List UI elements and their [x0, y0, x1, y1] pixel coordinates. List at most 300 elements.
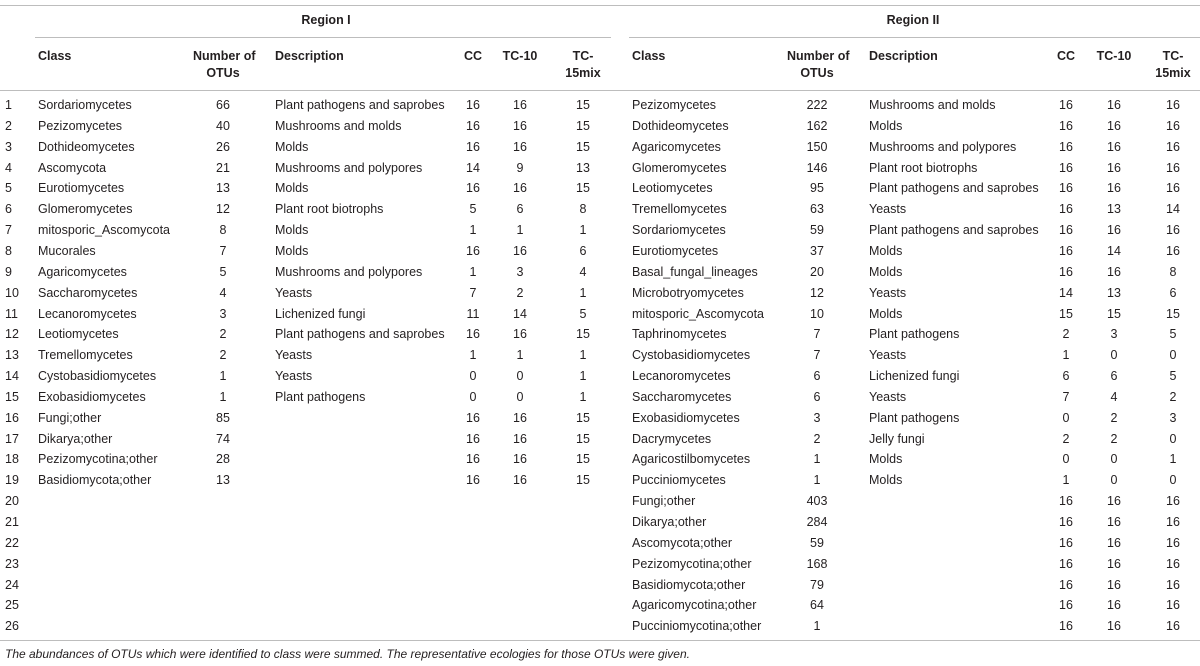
- region1-cell-tc15: 15: [576, 119, 590, 133]
- top-rule: [0, 5, 1200, 6]
- region2-cell-class: Sordariomycetes: [632, 223, 726, 237]
- region2-cell-description: Plant root biotrophs: [869, 161, 978, 175]
- region2-cell-cc: 0: [1062, 411, 1070, 425]
- region1-cell-otus: 2: [219, 327, 227, 341]
- region1-cell-tc15: 1: [579, 369, 587, 383]
- region1-cell-cc: 1: [469, 348, 477, 362]
- region2-cell-description: Mushrooms and molds: [869, 98, 996, 112]
- region1-cell-tc15: 15: [576, 452, 590, 466]
- region2-cell-tc10: 6: [1110, 369, 1118, 383]
- region2-cell-tc10: 14: [1107, 244, 1121, 258]
- region2-cell-cc: 16: [1059, 244, 1073, 258]
- region2-cell-tc15: 16: [1166, 578, 1180, 592]
- region1-cell-tc10: 16: [513, 327, 527, 341]
- region2-cell-description: Plant pathogens: [869, 411, 960, 425]
- region1-cell-tc10: 16: [513, 473, 527, 487]
- row-number: 5: [5, 181, 12, 195]
- region2-cell-cc: 15: [1059, 307, 1073, 321]
- region1-cell-description: Plant root biotrophs: [275, 202, 384, 216]
- region1-cell-tc15: 1: [579, 223, 587, 237]
- region2-cell-tc15: 6: [1169, 286, 1177, 300]
- region2-cell-description: Yeasts: [869, 348, 907, 362]
- region2-cell-class: Dacrymycetes: [632, 432, 712, 446]
- region2-cell-description: Yeasts: [869, 390, 907, 404]
- row-number: 6: [5, 202, 12, 216]
- region2-cell-tc15: 1: [1169, 452, 1177, 466]
- region1-cell-tc10: 0: [516, 390, 524, 404]
- region1-cell-tc15: 15: [576, 432, 590, 446]
- region1-cell-tc15: 6: [579, 244, 587, 258]
- region2-cell-tc10: 16: [1107, 181, 1121, 195]
- region1-cell-class: Pezizomycotina;other: [38, 452, 158, 466]
- region1-cell-description: Plant pathogens and saprobes: [275, 327, 445, 341]
- region2-cell-otus: 95: [810, 181, 824, 195]
- region1-cell-cc: 16: [466, 244, 480, 258]
- region2-cell-otus: 7: [813, 327, 821, 341]
- region2-cell-class: Agaricomycetes: [632, 140, 721, 154]
- region1-cell-otus: 74: [216, 432, 230, 446]
- region2-cell-tc15: 14: [1166, 202, 1180, 216]
- region1-cell-tc10: 16: [513, 432, 527, 446]
- row-number: 18: [5, 452, 19, 466]
- region2-cell-tc15: 15: [1166, 307, 1180, 321]
- region1-cell-class: Exobasidiomycetes: [38, 390, 146, 404]
- region2-cell-otus: 403: [806, 494, 828, 508]
- region2-cell-description: Jelly fungi: [869, 432, 925, 446]
- row-number: 11: [5, 307, 18, 321]
- row-number: 14: [5, 369, 19, 383]
- region2-cell-class: Glomeromycetes: [632, 161, 727, 175]
- region2-header-otus: Number of: [787, 49, 850, 63]
- region1-cell-tc15: 15: [576, 327, 590, 341]
- region1-header-otus: Number of: [193, 49, 256, 63]
- region2-cell-tc10: 16: [1107, 578, 1121, 592]
- region1-cell-cc: 16: [466, 432, 480, 446]
- region2-cell-description: Molds: [869, 473, 903, 487]
- region2-cell-cc: 16: [1059, 140, 1073, 154]
- region2-cell-cc: 16: [1059, 619, 1073, 633]
- region1-cell-cc: 16: [466, 140, 480, 154]
- row-number: 19: [5, 473, 19, 487]
- region2-cell-description: Yeasts: [869, 202, 907, 216]
- region2-cell-description: Lichenized fungi: [869, 369, 960, 383]
- region2-cell-otus: 146: [806, 161, 828, 175]
- region2-cell-tc15: 16: [1166, 161, 1180, 175]
- region2-cell-otus: 162: [806, 119, 828, 133]
- region2-cell-class: Pucciniomycotina;other: [632, 619, 762, 633]
- region2-cell-class: Fungi;other: [632, 494, 696, 508]
- row-number: 16: [5, 411, 19, 425]
- region2-cell-otus: 59: [810, 223, 824, 237]
- region1-cell-cc: 7: [469, 286, 477, 300]
- region2-cell-cc: 6: [1062, 369, 1070, 383]
- region1-cell-tc15: 1: [579, 348, 587, 362]
- region2-cell-tc10: 0: [1110, 473, 1118, 487]
- region1-cell-description: Molds: [275, 140, 309, 154]
- region1-cell-cc: 0: [469, 390, 477, 404]
- region1-cell-description: Plant pathogens: [275, 390, 366, 404]
- region1-cell-description: Yeasts: [275, 286, 313, 300]
- region2-cell-description: Plant pathogens: [869, 327, 960, 341]
- region2-cell-otus: 1: [813, 452, 821, 466]
- region2-cell-cc: 16: [1059, 223, 1073, 237]
- region1-cell-cc: 11: [466, 307, 480, 321]
- region1-cell-cc: 5: [469, 202, 477, 216]
- region2-cell-tc10: 15: [1107, 307, 1121, 321]
- region1-cell-cc: 16: [466, 411, 480, 425]
- region1-cell-tc15: 1: [579, 286, 587, 300]
- region1-cell-tc10: 3: [516, 265, 524, 279]
- region2-cell-cc: 2: [1062, 327, 1070, 341]
- region2-cell-cc: 16: [1059, 578, 1073, 592]
- region1-cell-tc15: 4: [579, 265, 587, 279]
- region1-cell-otus: 66: [216, 98, 230, 112]
- region2-cell-otus: 222: [806, 98, 828, 112]
- region2-cell-class: Tremellomycetes: [632, 202, 727, 216]
- region1-cell-otus: 21: [216, 161, 230, 175]
- region2-cell-otus: 37: [810, 244, 824, 258]
- region2-cell-tc10: 16: [1107, 557, 1121, 571]
- region1-cell-description: Lichenized fungi: [275, 307, 366, 321]
- region2-cell-otus: 168: [806, 557, 828, 571]
- region1-cell-class: Dikarya;other: [38, 432, 113, 446]
- region1-rule: [35, 37, 611, 38]
- region2-header-tc15-line2: 15mix: [1155, 66, 1191, 80]
- region1-header-tc15-line2: 15mix: [565, 66, 601, 80]
- region2-cell-tc10: 2: [1110, 411, 1118, 425]
- region2-cell-otus: 63: [810, 202, 824, 216]
- region1-cell-tc10: 1: [516, 348, 524, 362]
- region2-cell-tc10: 16: [1107, 494, 1121, 508]
- region1-cell-otus: 2: [219, 348, 227, 362]
- region1-cell-description: Plant pathogens and saprobes: [275, 98, 445, 112]
- region1-title: Region I: [301, 13, 351, 27]
- region2-cell-tc15: 16: [1166, 223, 1180, 237]
- region1-cell-class: Glomeromycetes: [38, 202, 133, 216]
- region1-cell-description: Molds: [275, 181, 309, 195]
- region1-cell-otus: 3: [219, 307, 227, 321]
- region2-cell-class: Dothideomycetes: [632, 119, 729, 133]
- region2-cell-cc: 1: [1062, 473, 1070, 487]
- region2-header-class: Class: [632, 49, 666, 63]
- region2-cell-class: mitosporic_Ascomycota: [632, 307, 764, 321]
- region1-cell-otus: 1: [219, 369, 227, 383]
- region2-cell-description: Molds: [869, 244, 903, 258]
- region2-cell-class: Pezizomycotina;other: [632, 557, 752, 571]
- region2-cell-tc10: 2: [1110, 432, 1118, 446]
- region2-cell-description: Molds: [869, 265, 903, 279]
- region2-cell-tc10: 16: [1107, 265, 1121, 279]
- region1-cell-otus: 13: [216, 181, 230, 195]
- region2-cell-tc15: 0: [1169, 432, 1177, 446]
- region2-cell-class: Taphrinomycetes: [632, 327, 727, 341]
- region2-cell-class: Exobasidiomycetes: [632, 411, 740, 425]
- region1-cell-otus: 5: [219, 265, 227, 279]
- region2-cell-otus: 79: [810, 578, 824, 592]
- region1-cell-class: Eurotiomycetes: [38, 181, 125, 195]
- region2-cell-tc15: 8: [1169, 265, 1177, 279]
- row-number: 9: [5, 265, 12, 279]
- region2-cell-cc: 16: [1059, 98, 1073, 112]
- region1-cell-otus: 12: [216, 202, 230, 216]
- region2-cell-tc15: 16: [1166, 244, 1180, 258]
- region2-header-tc10: TC-10: [1096, 49, 1132, 63]
- region2-cell-otus: 59: [810, 536, 824, 550]
- region1-cell-tc10: 16: [513, 411, 527, 425]
- region2-cell-tc15: 16: [1166, 98, 1180, 112]
- region2-cell-class: Pezizomycetes: [632, 98, 717, 112]
- region1-cell-otus: 28: [216, 452, 230, 466]
- region2-cell-otus: 6: [813, 390, 821, 404]
- region1-cell-cc: 1: [469, 265, 477, 279]
- region2-cell-class: Leotiomycetes: [632, 181, 713, 195]
- region2-cell-cc: 2: [1062, 432, 1070, 446]
- region2-cell-class: Ascomycota;other: [632, 536, 733, 550]
- region2-cell-description: Molds: [869, 452, 903, 466]
- region2-cell-tc15: 16: [1166, 515, 1180, 529]
- region2-cell-otus: 20: [810, 265, 824, 279]
- region2-cell-tc10: 16: [1107, 161, 1121, 175]
- region1-cell-tc15: 15: [576, 473, 590, 487]
- row-number: 20: [5, 494, 19, 508]
- region1-cell-otus: 40: [216, 119, 230, 133]
- region2-cell-otus: 2: [813, 432, 821, 446]
- region2-cell-tc15: 16: [1166, 140, 1180, 154]
- region1-cell-tc10: 0: [516, 369, 524, 383]
- region2-cell-tc10: 16: [1107, 536, 1121, 550]
- region1-cell-cc: 16: [466, 98, 480, 112]
- region2-cell-tc15: 0: [1169, 473, 1177, 487]
- region1-cell-otus: 1: [219, 390, 227, 404]
- region2-cell-cc: 16: [1059, 536, 1073, 550]
- region2-cell-tc15: 16: [1166, 181, 1180, 195]
- region1-cell-class: Sordariomycetes: [38, 98, 132, 112]
- region2-cell-tc10: 16: [1107, 619, 1121, 633]
- region1-cell-otus: 13: [216, 473, 230, 487]
- region1-cell-class: Basidiomycota;other: [38, 473, 152, 487]
- region1-cell-tc10: 16: [513, 140, 527, 154]
- region1-cell-description: Mushrooms and polypores: [275, 265, 423, 279]
- region2-cell-tc10: 16: [1107, 140, 1121, 154]
- region1-cell-tc15: 5: [579, 307, 587, 321]
- region2-cell-otus: 10: [810, 307, 824, 321]
- region1-cell-cc: 16: [466, 181, 480, 195]
- region2-cell-tc10: 4: [1110, 390, 1118, 404]
- region2-cell-tc15: 5: [1169, 327, 1177, 341]
- region2-cell-class: Basidiomycota;other: [632, 578, 746, 592]
- region1-cell-description: Molds: [275, 244, 309, 258]
- region1-cell-cc: 1: [469, 223, 477, 237]
- region2-cell-otus: 3: [813, 411, 821, 425]
- region1-cell-description: Molds: [275, 223, 309, 237]
- region2-cell-description: Plant pathogens and saprobes: [869, 223, 1039, 237]
- region1-cell-class: Ascomycota: [38, 161, 107, 175]
- region2-cell-tc10: 13: [1107, 286, 1121, 300]
- region2-cell-tc15: 16: [1166, 619, 1180, 633]
- region2-cell-cc: 16: [1059, 161, 1073, 175]
- region1-cell-tc10: 16: [513, 452, 527, 466]
- region2-cell-class: Agaricomycotina;other: [632, 598, 757, 612]
- region1-cell-class: Dothideomycetes: [38, 140, 135, 154]
- region2-cell-tc15: 16: [1166, 119, 1180, 133]
- region1-cell-tc10: 16: [513, 98, 527, 112]
- header-rule: [0, 90, 1200, 91]
- region2-cell-cc: 16: [1059, 494, 1073, 508]
- region1-header-tc10: TC-10: [502, 49, 538, 63]
- region1-cell-cc: 16: [466, 452, 480, 466]
- region2-cell-otus: 64: [810, 598, 824, 612]
- region1-header-tc15: TC-: [572, 49, 594, 63]
- region2-header-otus-line2: OTUs: [800, 66, 834, 80]
- bottom-rule: [0, 640, 1200, 641]
- row-number: 1: [5, 98, 12, 112]
- region1-cell-class: Fungi;other: [38, 411, 102, 425]
- region1-cell-tc15: 15: [576, 140, 590, 154]
- region2-cell-tc10: 3: [1110, 327, 1118, 341]
- region1-header-class: Class: [38, 49, 72, 63]
- region1-cell-class: mitosporic_Ascomycota: [38, 223, 170, 237]
- region1-cell-class: Lecanoromycetes: [38, 307, 137, 321]
- region2-cell-cc: 16: [1059, 557, 1073, 571]
- region1-cell-tc10: 16: [513, 244, 527, 258]
- region1-cell-cc: 16: [466, 119, 480, 133]
- region2-cell-tc15: 16: [1166, 536, 1180, 550]
- row-number: 15: [5, 390, 19, 404]
- region2-cell-description: Mushrooms and polypores: [869, 140, 1017, 154]
- region2-cell-class: Microbotryomycetes: [632, 286, 744, 300]
- region1-cell-otus: 26: [216, 140, 230, 154]
- region2-cell-class: Pucciniomycetes: [632, 473, 726, 487]
- region2-cell-class: Cystobasidiomycetes: [632, 348, 751, 362]
- region1-header-otus-line2: OTUs: [206, 66, 240, 80]
- region2-cell-class: Dikarya;other: [632, 515, 707, 529]
- region2-cell-cc: 16: [1059, 515, 1073, 529]
- region1-cell-class: Leotiomycetes: [38, 327, 119, 341]
- region1-cell-tc10: 9: [516, 161, 524, 175]
- row-number: 26: [5, 619, 19, 633]
- region2-cell-tc15: 16: [1166, 494, 1180, 508]
- region1-cell-description: Yeasts: [275, 369, 313, 383]
- region2-cell-description: Molds: [869, 119, 903, 133]
- region1-cell-tc15: 8: [579, 202, 587, 216]
- row-number: 22: [5, 536, 19, 550]
- region1-cell-class: Agaricomycetes: [38, 265, 127, 279]
- region1-cell-description: Yeasts: [275, 348, 313, 362]
- region2-cell-tc15: 2: [1169, 390, 1177, 404]
- region1-cell-cc: 0: [469, 369, 477, 383]
- region1-header-cc: CC: [463, 49, 483, 63]
- table-footnote: The abundances of OTUs which were identified to class were summed. The representative ecologies for those OTUs were given.: [5, 647, 690, 661]
- row-number: 24: [5, 578, 19, 592]
- region2-cell-tc15: 16: [1166, 598, 1180, 612]
- region1-cell-cc: 16: [466, 473, 480, 487]
- region1-cell-tc15: 15: [576, 98, 590, 112]
- region2-cell-tc10: 0: [1110, 348, 1118, 362]
- region1-cell-class: Mucorales: [38, 244, 96, 258]
- region2-cell-tc10: 16: [1107, 598, 1121, 612]
- region2-cell-tc10: 16: [1107, 223, 1121, 237]
- row-number: 21: [5, 515, 19, 529]
- row-number: 17: [5, 432, 19, 446]
- row-number: 2: [5, 119, 12, 133]
- region2-cell-tc15: 0: [1169, 348, 1177, 362]
- region2-cell-class: Saccharomycetes: [632, 390, 732, 404]
- region2-cell-cc: 16: [1059, 598, 1073, 612]
- region1-cell-tc15: 15: [576, 181, 590, 195]
- region1-cell-tc10: 6: [516, 202, 524, 216]
- region2-header-tc15: TC-: [1162, 49, 1184, 63]
- region2-cell-otus: 7: [813, 348, 821, 362]
- region2-cell-tc10: 16: [1107, 515, 1121, 529]
- row-number: 4: [5, 161, 12, 175]
- region2-cell-class: Agaricostilbomycetes: [632, 452, 751, 466]
- region1-cell-description: Mushrooms and molds: [275, 119, 402, 133]
- region2-cell-class: Basal_fungal_lineages: [632, 265, 758, 279]
- region2-header-description: Description: [869, 49, 938, 63]
- region2-cell-tc10: 13: [1107, 202, 1121, 216]
- region2-cell-otus: 1: [813, 473, 821, 487]
- region1-cell-tc10: 1: [516, 223, 524, 237]
- region1-cell-class: Saccharomycetes: [38, 286, 138, 300]
- region1-cell-tc10: 14: [513, 307, 527, 321]
- region2-cell-cc: 1: [1062, 348, 1070, 362]
- region2-cell-tc15: 3: [1169, 411, 1177, 425]
- region2-cell-cc: 16: [1059, 119, 1073, 133]
- region2-cell-tc10: 16: [1107, 98, 1121, 112]
- region1-cell-tc10: 16: [513, 181, 527, 195]
- region1-cell-otus: 8: [219, 223, 227, 237]
- region1-cell-tc15: 13: [576, 161, 590, 175]
- region2-cell-otus: 12: [810, 286, 824, 300]
- region2-cell-tc15: 16: [1166, 557, 1180, 571]
- region1-cell-otus: 4: [219, 286, 227, 300]
- region2-cell-cc: 7: [1062, 390, 1070, 404]
- region1-cell-cc: 14: [466, 161, 480, 175]
- region1-cell-class: Tremellomycetes: [38, 348, 133, 362]
- region2-cell-tc15: 5: [1169, 369, 1177, 383]
- region2-cell-description: Plant pathogens and saprobes: [869, 181, 1039, 195]
- region2-title: Region II: [886, 13, 940, 27]
- region1-cell-cc: 16: [466, 327, 480, 341]
- region1-cell-tc10: 16: [513, 119, 527, 133]
- row-number: 23: [5, 557, 19, 571]
- row-number: 13: [5, 348, 19, 362]
- region1-header-description: Description: [275, 49, 344, 63]
- region2-cell-class: Lecanoromycetes: [632, 369, 731, 383]
- region2-cell-class: Eurotiomycetes: [632, 244, 719, 258]
- region1-cell-otus: 7: [219, 244, 227, 258]
- region1-cell-tc10: 2: [516, 286, 524, 300]
- row-number: 7: [5, 223, 12, 237]
- region2-cell-cc: 16: [1059, 265, 1073, 279]
- row-number: 8: [5, 244, 12, 258]
- region2-cell-tc10: 0: [1110, 452, 1118, 466]
- region2-rule: [629, 37, 1200, 38]
- region2-cell-cc: 16: [1059, 202, 1073, 216]
- region1-cell-otus: 85: [216, 411, 230, 425]
- region2-header-cc: CC: [1056, 49, 1076, 63]
- region2-cell-description: Yeasts: [869, 286, 907, 300]
- region1-cell-class: Pezizomycetes: [38, 119, 123, 133]
- region1-cell-class: Cystobasidiomycetes: [38, 369, 157, 383]
- row-number: 25: [5, 598, 19, 612]
- row-number: 10: [5, 286, 19, 300]
- region2-cell-otus: 150: [806, 140, 828, 154]
- region1-cell-tc15: 15: [576, 411, 590, 425]
- region2-cell-cc: 0: [1062, 452, 1070, 466]
- region2-cell-cc: 16: [1059, 181, 1073, 195]
- region1-cell-description: Mushrooms and polypores: [275, 161, 423, 175]
